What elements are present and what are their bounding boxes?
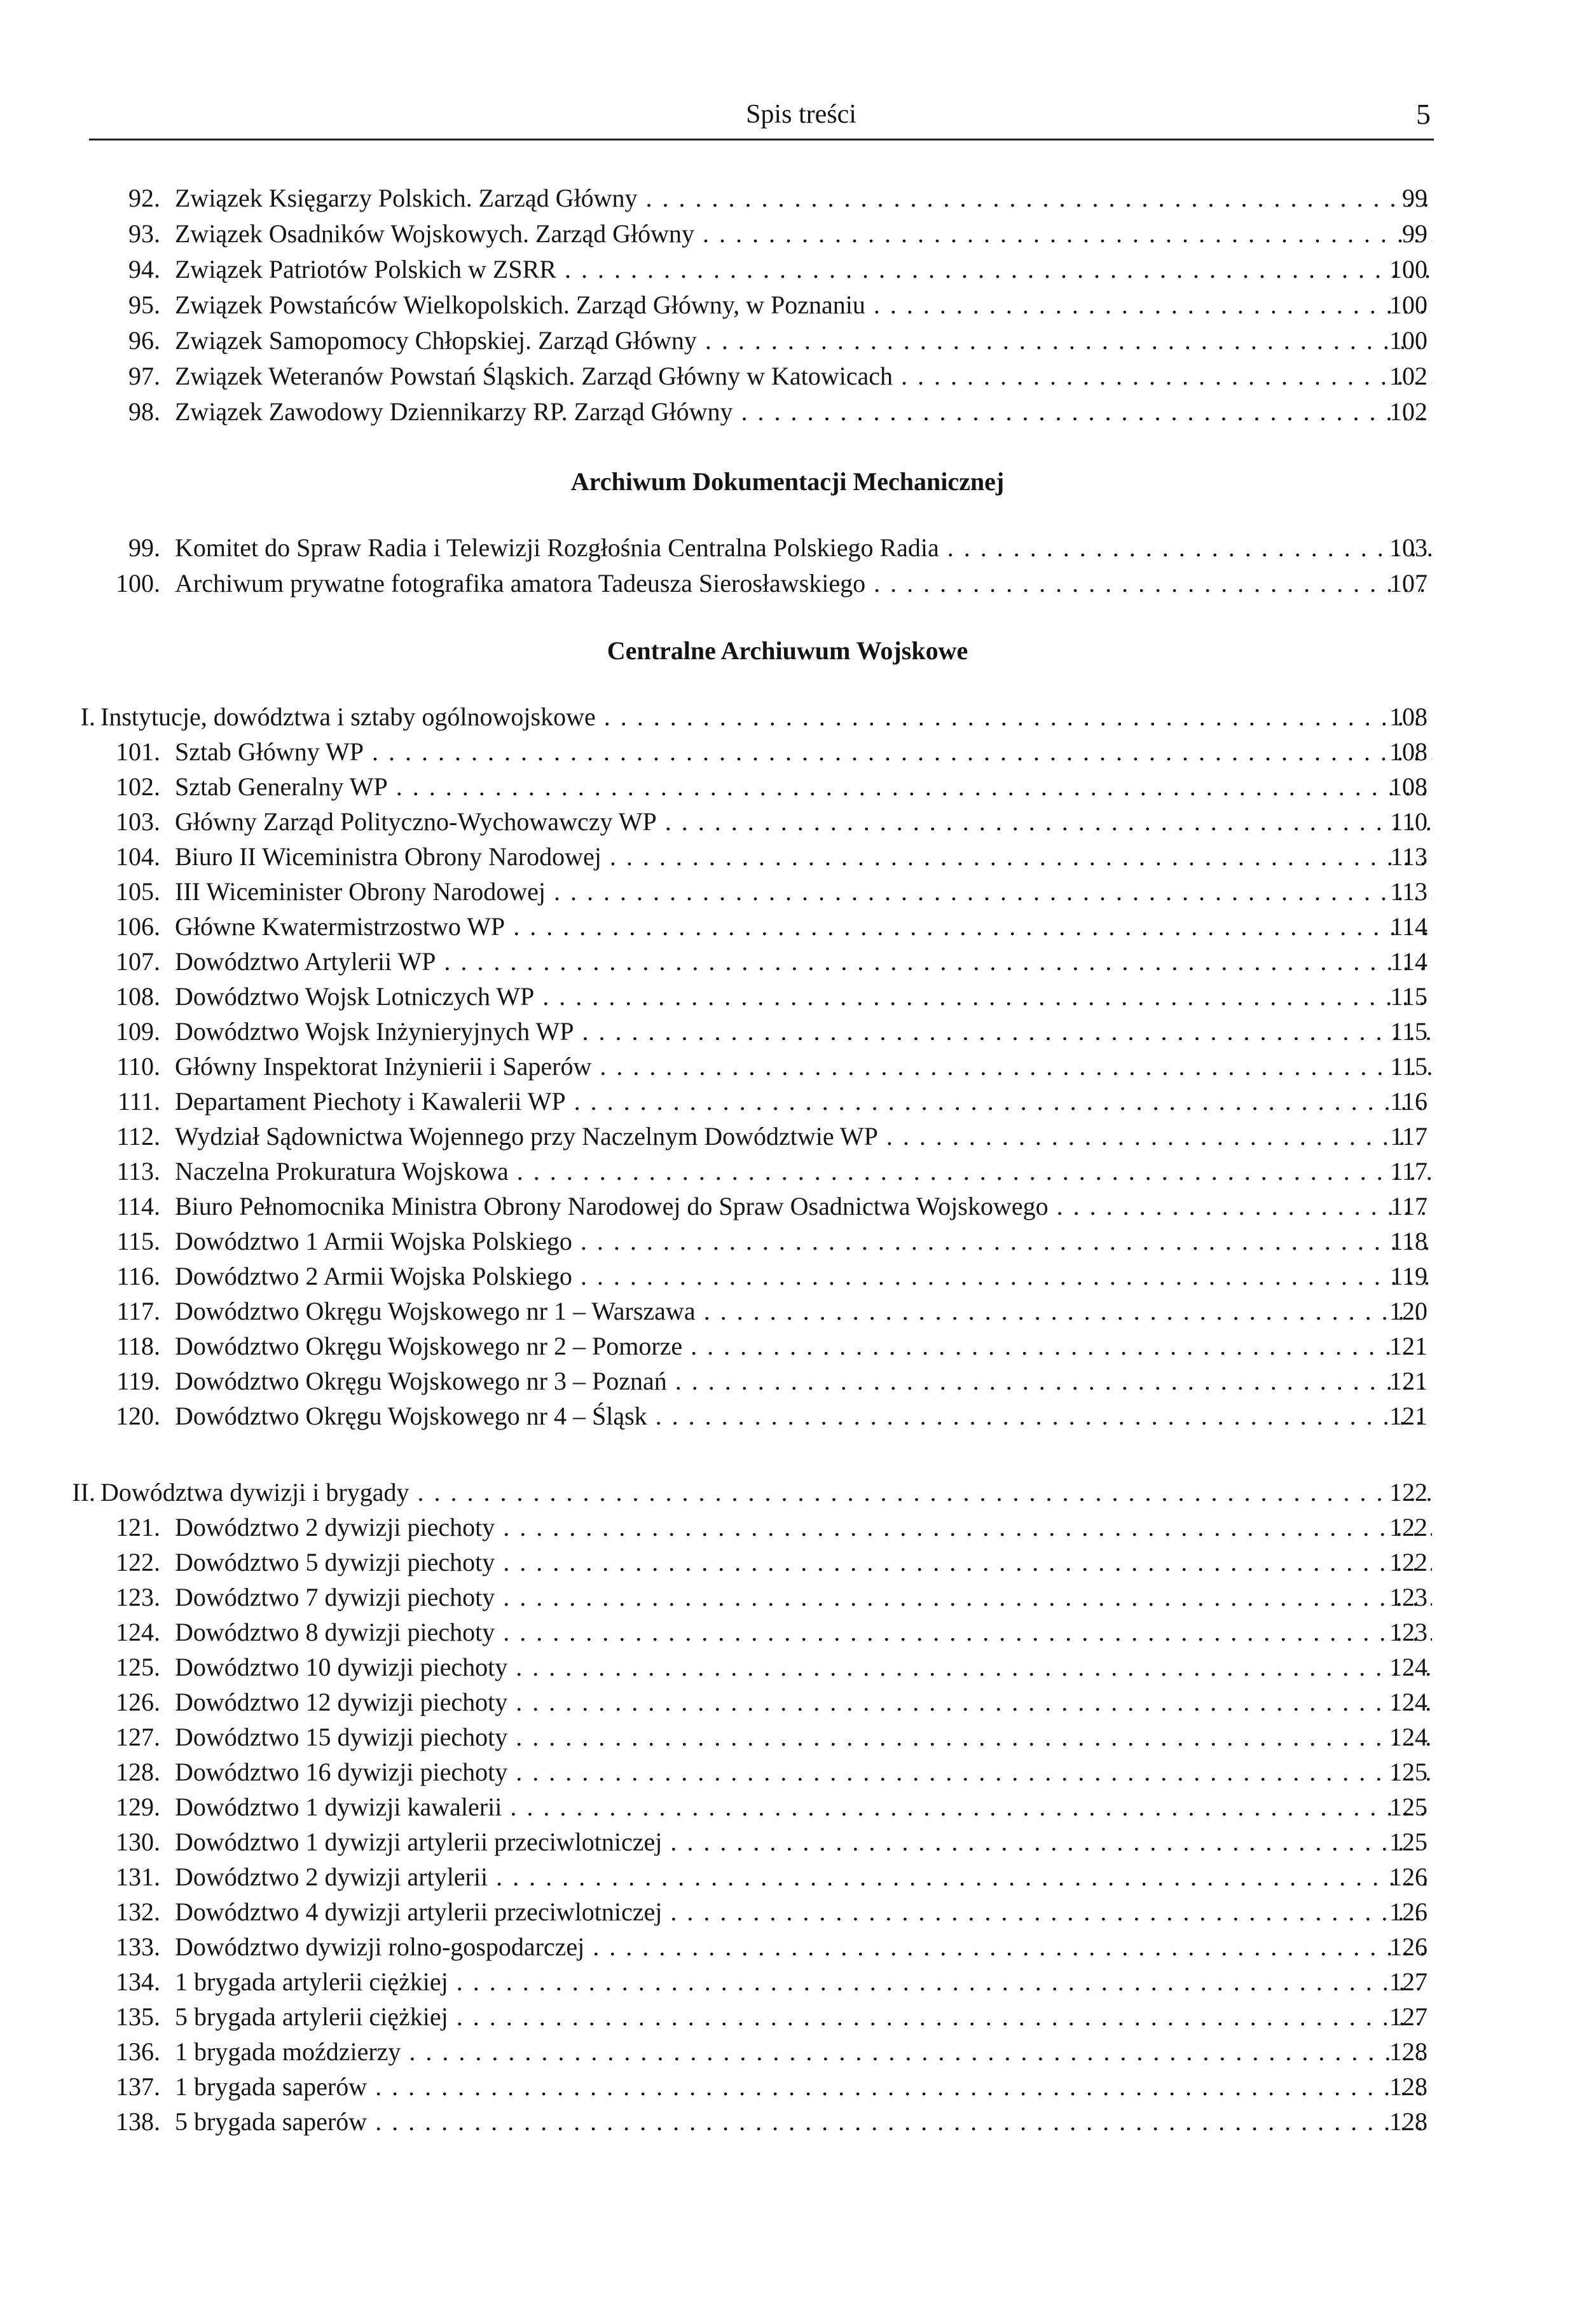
entry-title: Główne Kwatermistrzostwo WP . . .: [175, 909, 1432, 945]
entry-page: 102: [1389, 397, 1427, 426]
entry-page: 123: [1389, 1618, 1427, 1646]
entry-number: 92.: [128, 184, 160, 212]
entry-number: 109.: [116, 1017, 160, 1046]
entry-title: 1 brygada moździerzy . . .: [175, 2034, 1432, 2070]
toc-entry: [0, 1294, 1575, 1329]
entry-page: 99: [1402, 184, 1427, 212]
entry-title: Dowództwo 16 dywizji piechoty . . .: [175, 1754, 1432, 1790]
entry-page: 125: [1389, 1793, 1427, 1821]
entry-title: Dowództwo 2 dywizji piechoty . . .: [175, 1510, 1432, 1545]
entry-title: 1 brygada saperów . . .: [175, 2069, 1432, 2105]
entry-title: Dowództwo 12 dywizji piechoty . . .: [175, 1685, 1432, 1720]
entry-page: 115: [1390, 982, 1427, 1011]
entry-title: Dowództwo Okręgu Wojskowego nr 1 – Warszawa . . .: [175, 1294, 1432, 1329]
entry-title: Sztab Generalny WP . . .: [175, 769, 1432, 805]
toc-entry: [0, 394, 1575, 430]
entry-number: 115.: [116, 1227, 160, 1255]
entry-page: 126: [1389, 1932, 1427, 1961]
entry-page: 115: [1390, 1052, 1427, 1081]
entry-page: 128: [1389, 2107, 1427, 2136]
entry-title: Związek Patriotów Polskich w ZSRR . . .: [175, 252, 1432, 287]
entry-page: 121: [1389, 1402, 1427, 1430]
entry-page: 124: [1389, 1688, 1427, 1716]
entry-number: 123.: [116, 1583, 160, 1611]
toc-entry: [0, 530, 1575, 566]
toc-entry: [0, 1650, 1575, 1685]
entry-number: 119.: [116, 1367, 160, 1395]
toc-entry: [0, 769, 1575, 805]
toc-entry: [0, 874, 1575, 910]
toc-entry: [0, 1259, 1575, 1294]
toc-entry: [0, 734, 1575, 770]
entry-number: 103.: [116, 807, 160, 836]
entry-page: 126: [1389, 1897, 1427, 1926]
entry-number: 138.: [116, 2107, 160, 2136]
entry-title: 5 brygada artylerii ciężkiej . . .: [175, 1999, 1432, 2035]
entry-title: Biuro II Wiceministra Obrony Narodowej . . .: [175, 839, 1432, 875]
entry-title: Biuro Pełnomocnika Ministra Obrony Narodowej do Spraw Osadnictwa Wojskowego . . .: [175, 1189, 1432, 1224]
entry-page: 119: [1390, 1262, 1427, 1290]
entry-title: Główny Zarząd Polityczno-Wychowawczy WP . . .: [175, 804, 1432, 840]
entry-number: 98.: [128, 397, 160, 426]
entry-number: 132.: [116, 1897, 160, 1926]
entry-page: 117: [1390, 1122, 1427, 1151]
entry-title: Dowództwo Okręgu Wojskowego nr 3 – Poznań . . .: [175, 1364, 1432, 1399]
entry-number: 128.: [116, 1758, 160, 1786]
entry-number: 114.: [116, 1192, 160, 1220]
toc-entry: [0, 566, 1575, 601]
group-title: Instytucje, dowództwa i sztaby ogólnowojskowe . . .: [100, 699, 1432, 735]
toc-entry: [0, 1189, 1575, 1224]
toc-entry: [0, 1719, 1575, 1755]
entry-page: 122: [1389, 1548, 1427, 1576]
entry-number: 133.: [116, 1932, 160, 1961]
entry-title: Dowództwo 4 dywizji artylerii przeciwlotniczej . . .: [175, 1894, 1432, 1930]
entry-number: 100.: [116, 569, 160, 598]
entry-title: Dowództwo 2 Armii Wojska Polskiego . . .: [175, 1259, 1432, 1294]
entry-page: 108: [1389, 737, 1427, 766]
entry-number: 102.: [116, 772, 160, 801]
entry-number: 107.: [116, 947, 160, 976]
entry-number: 111.: [117, 1087, 160, 1116]
toc-entry: [0, 1014, 1575, 1049]
toc-entry: [0, 287, 1575, 323]
entry-page: 124: [1389, 1653, 1427, 1681]
section-heading-caw: Centralne Archiuwum Wojskowe: [607, 636, 968, 665]
entry-page: 100: [1389, 326, 1427, 355]
entry-page: 107: [1389, 569, 1427, 598]
entry-page: 127: [1389, 2002, 1427, 2031]
entry-title: Dowództwo 5 dywizji piechoty . . .: [175, 1545, 1432, 1580]
entry-number: 96.: [128, 326, 160, 355]
toc-entry: [0, 1859, 1575, 1895]
entry-page: 100: [1389, 290, 1427, 319]
toc-entry: [0, 216, 1575, 252]
toc-entry: [0, 2069, 1575, 2105]
entry-title: Związek Księgarzy Polskich. Zarząd Główny . . .: [175, 181, 1432, 216]
entry-title: Dowództwo 15 dywizji piechoty . . .: [175, 1719, 1432, 1755]
entry-page: 116: [1390, 1087, 1427, 1116]
toc-entry: [0, 181, 1575, 216]
entry-title: Wydział Sądownictwa Wojennego przy Naczelnym Dowództwie WP . . .: [175, 1119, 1432, 1154]
entry-page: 124: [1389, 1723, 1427, 1751]
entry-title: Związek Osadników Wojskowych. Zarząd Główny . . .: [175, 216, 1432, 252]
group-page: 108: [1389, 702, 1427, 731]
entry-page: 103: [1389, 533, 1427, 562]
toc-entry: [0, 1119, 1575, 1154]
entry-title: Związek Zawodowy Dziennikarzy RP. Zarząd Główny . . .: [175, 394, 1432, 430]
entry-page: 123: [1389, 1583, 1427, 1611]
entry-number: 127.: [116, 1723, 160, 1751]
entry-page: 110: [1390, 807, 1427, 836]
section-heading-admn: Archiwum Dokumentacji Mechanicznej: [570, 467, 1005, 496]
entry-number: 124.: [116, 1618, 160, 1646]
group-page: 122: [1389, 1478, 1427, 1507]
entry-title: Dowództwo Wojsk Lotniczych WP . . .: [175, 979, 1432, 1015]
toc-entry: [0, 1154, 1575, 1189]
entry-number: 95.: [128, 290, 160, 319]
entry-title: Dowództwo Artylerii WP . . .: [175, 944, 1432, 980]
header-page-number: 5: [1416, 98, 1431, 130]
toc-group-heading: [0, 699, 1575, 735]
entry-title: Departament Piechoty i Kawalerii WP . . .: [175, 1084, 1432, 1119]
toc-entry: [0, 1510, 1575, 1545]
toc-entry: [0, 1999, 1575, 2035]
entry-title: Związek Weteranów Powstań Śląskich. Zarząd Główny w Katowicach . . .: [175, 359, 1432, 394]
toc-entry: [0, 2034, 1575, 2070]
toc-entry: [0, 1615, 1575, 1650]
entry-number: 130.: [116, 1828, 160, 1856]
entry-number: 122.: [116, 1548, 160, 1576]
entry-title: Komitet do Spraw Radia i Telewizji Rozgłośnia Centralna Polskiego Radia . . .: [175, 530, 1432, 566]
entry-page: 108: [1389, 772, 1427, 801]
entry-number: 129.: [116, 1793, 160, 1821]
toc-entry: [0, 1329, 1575, 1364]
entry-title: 1 brygada artylerii ciężkiej . . .: [175, 1964, 1432, 2000]
entry-number: 120.: [116, 1402, 160, 1430]
entry-title: Archiwum prywatne fotografika amatora Tadeusza Sierosławskiego . . .: [175, 566, 1432, 601]
entry-number: 126.: [116, 1688, 160, 1716]
entry-page: 125: [1389, 1758, 1427, 1786]
entry-title: Dowództwo Okręgu Wojskowego nr 2 – Pomorze . . .: [175, 1329, 1432, 1364]
toc-entry: [0, 1545, 1575, 1580]
toc-entry: [0, 944, 1575, 980]
entry-number: 110.: [116, 1052, 160, 1081]
toc-entry: [0, 359, 1575, 394]
toc-entry: [0, 1049, 1575, 1084]
toc-entry: [0, 1398, 1575, 1434]
header-rule: [89, 139, 1434, 140]
toc-entry: [0, 1685, 1575, 1720]
toc-entry: [0, 1084, 1575, 1119]
entry-number: 104.: [116, 842, 160, 871]
entry-title: Dowództwo 10 dywizji piechoty . . .: [175, 1650, 1432, 1685]
entry-number: 118.: [116, 1332, 160, 1360]
entry-title: Dowództwo 1 dywizji artylerii przeciwlotniczej . . .: [175, 1824, 1432, 1860]
entry-number: 117.: [116, 1297, 160, 1325]
entry-number: 112.: [116, 1122, 160, 1151]
entry-number: 134.: [116, 1967, 160, 1996]
entry-number: 125.: [116, 1653, 160, 1681]
group-number: II.: [72, 1478, 95, 1507]
entry-title: Dowództwo Okręgu Wojskowego nr 4 – Śląsk . . .: [175, 1398, 1432, 1434]
entry-title: Główny Inspektorat Inżynierii i Saperów . . .: [175, 1049, 1432, 1084]
entry-page: 114: [1390, 912, 1427, 941]
toc-entry: [0, 1894, 1575, 1930]
toc-group-heading: [0, 1475, 1575, 1510]
toc-entry: [0, 323, 1575, 359]
entry-title: Dowództwo 2 dywizji artylerii . . .: [175, 1859, 1432, 1895]
toc-entry: [0, 909, 1575, 945]
entry-number: 94.: [128, 255, 160, 284]
toc-entry: [0, 839, 1575, 875]
entry-page: 114: [1390, 947, 1427, 976]
toc-entry: [0, 804, 1575, 840]
entry-number: 105.: [116, 877, 160, 906]
entry-page: 121: [1389, 1332, 1427, 1360]
entry-number: 135.: [116, 2002, 160, 2031]
toc-entry: [0, 1824, 1575, 1860]
entry-page: 121: [1389, 1367, 1427, 1395]
entry-page: 118: [1390, 1227, 1427, 1255]
entry-number: 108.: [116, 982, 160, 1011]
entry-page: 122: [1389, 1513, 1427, 1541]
entry-page: 117: [1390, 1192, 1427, 1220]
entry-title: Naczelna Prokuratura Wojskowa . . .: [175, 1154, 1432, 1189]
entry-number: 99.: [128, 533, 160, 562]
entry-page: 125: [1389, 1828, 1427, 1856]
entry-number: 116.: [116, 1262, 160, 1290]
entry-page: 115: [1390, 1017, 1427, 1046]
group-number: I.: [80, 702, 95, 731]
entry-title: III Wiceminister Obrony Narodowej . . .: [175, 874, 1432, 910]
entry-page: 127: [1389, 1967, 1427, 1996]
toc-entry: [0, 1964, 1575, 2000]
running-header: [89, 95, 1431, 140]
entry-title: Sztab Główny WP . . .: [175, 734, 1432, 770]
entry-title: Związek Powstańców Wielkopolskich. Zarząd Główny, w Poznaniu . . .: [175, 287, 1432, 323]
entry-number: 106.: [116, 912, 160, 941]
entry-number: 113.: [116, 1157, 160, 1186]
entry-number: 97.: [128, 362, 160, 390]
entry-title: Dowództwo 1 dywizji kawalerii . . .: [175, 1789, 1432, 1825]
entry-title: Dowództwo 1 Armii Wojska Polskiego . . .: [175, 1224, 1432, 1259]
entry-page: 117: [1390, 1157, 1427, 1186]
entry-page: 128: [1389, 2037, 1427, 2066]
toc-entry: [0, 1364, 1575, 1399]
group-title: Dowództwa dywizji i brygady . . .: [100, 1475, 1432, 1510]
toc-entry: [0, 979, 1575, 1015]
toc-entry: [0, 1224, 1575, 1259]
header-title: Spis treści: [746, 100, 856, 129]
entry-number: 136.: [116, 2037, 160, 2066]
entry-title: Dowództwo 8 dywizji piechoty . . .: [175, 1615, 1432, 1650]
entry-page: 99: [1402, 219, 1427, 248]
entry-title: 5 brygada saperów . . .: [175, 2104, 1432, 2140]
toc-entry: [0, 1789, 1575, 1825]
entry-page: 100: [1389, 255, 1427, 284]
entry-number: 121.: [116, 1513, 160, 1541]
toc-entry: [0, 2104, 1575, 2140]
entry-title: Dowództwo dywizji rolno-gospodarczej . . .: [175, 1929, 1432, 1965]
entry-title: Dowództwo 7 dywizji piechoty . . .: [175, 1580, 1432, 1615]
toc-entry: [0, 252, 1575, 287]
toc-entry: [0, 1929, 1575, 1965]
entry-number: 93.: [128, 219, 160, 248]
entry-page: 113: [1390, 842, 1427, 871]
entry-number: 137.: [116, 2072, 160, 2101]
entry-page: 128: [1389, 2072, 1427, 2101]
toc-entry: [0, 1754, 1575, 1790]
entry-page: 120: [1389, 1297, 1427, 1325]
entry-number: 131.: [116, 1863, 160, 1891]
entry-title: Związek Samopomocy Chłopskiej. Zarząd Główny . . .: [175, 323, 1432, 359]
entry-page: 102: [1389, 362, 1427, 390]
entry-title: Dowództwo Wojsk Inżynieryjnych WP . . .: [175, 1014, 1432, 1049]
toc-entry: [0, 1580, 1575, 1615]
entry-page: 126: [1389, 1863, 1427, 1891]
entry-number: 101.: [116, 737, 160, 766]
entry-page: 113: [1390, 877, 1427, 906]
